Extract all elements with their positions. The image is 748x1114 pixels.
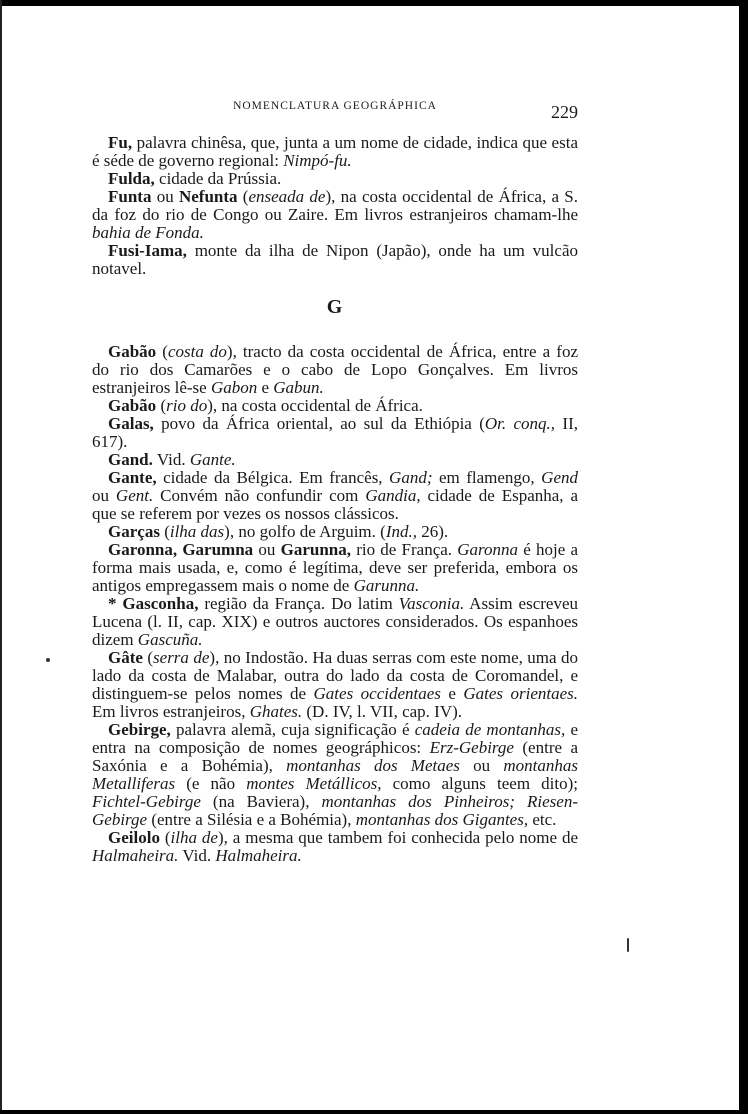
headword: Galas, bbox=[108, 414, 154, 433]
section-letter: G bbox=[326, 296, 344, 318]
headword: Gâte bbox=[108, 648, 143, 667]
headword: Nefunta bbox=[178, 187, 238, 206]
dictionary-entry: Gante, cidade da Bélgica. Em francês, Gand; em flamengo, Gend ou Gent. Convém não confundir com Gandia, cidade de Espanha, a que se referem por vezes os nossos clássicos. bbox=[92, 468, 579, 523]
scan-border-top bbox=[0, 0, 748, 6]
dictionary-entry: Fu, palavra chinêsa, que, junta a um nome de cidade, indica que esta é séde de governo regional: Nimpó-fu. bbox=[92, 133, 578, 170]
page-number: 229 bbox=[551, 102, 578, 122]
running-title: NOMENCLATURA GEOGRÁPHICA bbox=[233, 100, 437, 112]
dictionary-entry: Fulda, cidade da Prússia. bbox=[108, 169, 282, 188]
headword: Garunna, bbox=[280, 540, 351, 559]
headword: Gabão bbox=[108, 342, 157, 361]
dictionary-entry: Gâte (serra de), no Indostão. Ha duas serras com este nome, uma do lado da costa de Malabar, outra do lado da costa de Coromandel, e distinguem-se pelos nomes de Gates occidentaes e Gates orientaes. Em livros estranjeiros, Ghates. (D. IV, l. VII, cap. IV). bbox=[92, 648, 579, 721]
headword: Geilolo bbox=[108, 828, 160, 847]
headword: * Gasconha, bbox=[108, 594, 199, 613]
dictionary-entry: Fusi-Iama, monte da ilha de Nipon (Japão), onde ha um vulcão notavel. bbox=[92, 241, 578, 278]
headword: Gebirge, bbox=[108, 720, 171, 739]
headword: Garças bbox=[108, 522, 160, 541]
dictionary-entry: Gabão (costa do), tracto da costa occidental de África, entre a foz do rio dos Camarões e o cabo de Lopo Gonçalves. Em livros estranjeiros lê-se Gabon e Gabun. bbox=[92, 342, 578, 397]
dictionary-entry: Gand. Vid. Gante. bbox=[108, 450, 236, 469]
scan-border-left bbox=[0, 0, 2, 1114]
headword: Fulda, bbox=[108, 169, 155, 188]
running-head bbox=[92, 96, 578, 126]
scan-speck bbox=[46, 658, 50, 662]
headword: Gabão bbox=[108, 396, 157, 415]
dictionary-entry: Garonna, Garumna ou Garunna, rio de França. Garonna é hoje a forma mais usada, e, como é legítima, deve ser preferida, embora os antigos empregassem mais o nome de Garunna. bbox=[92, 540, 578, 595]
dictionary-entry: Galas, povo da África oriental, ao sul da Ethiópia (Or. conq., II, 617). bbox=[92, 414, 578, 451]
dictionary-entry: Garças (ilha das), no golfo de Arguim. (Ind., 26). bbox=[108, 522, 449, 541]
dictionary-entry: Gabão (rio do), na costa occidental de África. bbox=[108, 396, 423, 415]
dictionary-entry: Gebirge, palavra alemã, cuja significação é cadeia de montanhas, e entra na composição de nomes geográphicos: Erz-Gebirge (entre a Saxónia e a Bohémia), montanhas dos Metaes ou montanhas Metalliferas (e não montes Metállicos, como alguns teem dito); Fichtel-Gebirge (na Baviera), montanhas dos Pinheiros; Riesen-Gebirge (entre a Silésia e a Bohémia), montanhas dos Gigantes, etc. bbox=[92, 720, 579, 829]
book-page bbox=[92, 96, 578, 865]
headword: Gand. bbox=[108, 450, 153, 469]
dictionary-entry: Funta ou Nefunta (enseada de), na costa occidental de África, a S. da foz do rio de Congo ou Zaire. Em livros estranjeiros chamam-lhe bahia de Fonda. bbox=[92, 187, 578, 242]
scan-border-right bbox=[739, 0, 748, 1114]
headword: Garonna, Garumna bbox=[108, 540, 254, 559]
headword: Funta bbox=[108, 187, 152, 206]
headword: Gante, bbox=[108, 468, 157, 487]
headword: Fusi-Iama, bbox=[108, 241, 187, 260]
dictionary-entry: Geilolo (ilha de), a mesma que tambem foi conhecida pelo nome de Halmaheira. Vid. Halmaheira. bbox=[92, 828, 578, 865]
scan-border-bottom bbox=[0, 1110, 748, 1114]
dictionary-entry: * Gasconha, região da França. Do latim Vasconia. Assim escreveu Lucena (l. II, cap. XIX) e outros auctores considerados. Os espanhoes dizem Gascuña. bbox=[92, 594, 578, 649]
scan-speck bbox=[627, 938, 629, 952]
headword: Fu, bbox=[108, 133, 133, 152]
